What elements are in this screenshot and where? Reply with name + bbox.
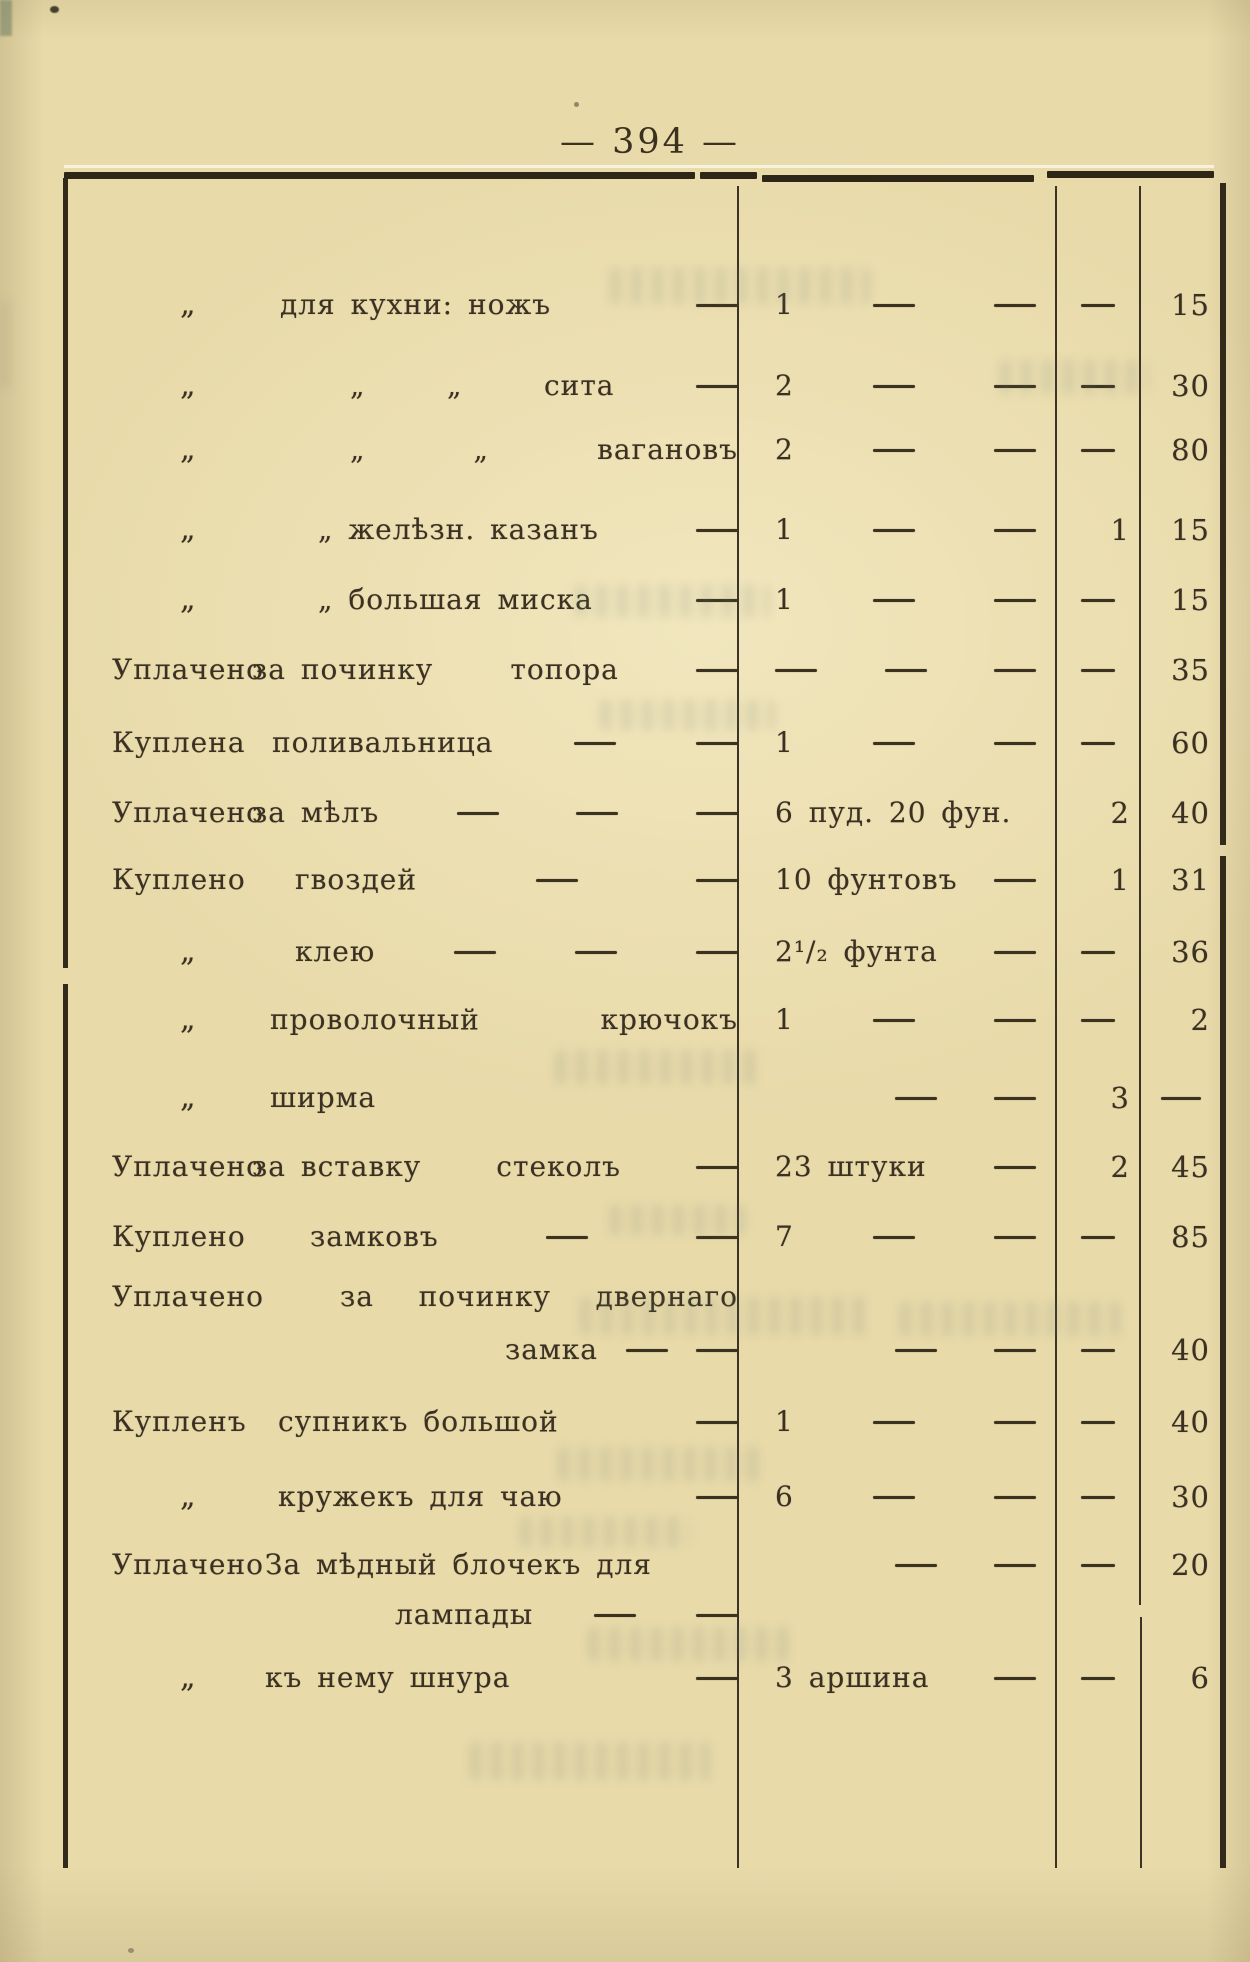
rubles-cell [1058, 721, 1138, 765]
filler-dash [1081, 742, 1115, 745]
top-rule-segment [1047, 171, 1214, 178]
kopecks-column-rule [1140, 1617, 1142, 1868]
quantity-text: 7 [775, 1220, 794, 1253]
bleed-through-mark [575, 585, 770, 617]
filler-dash [895, 1097, 937, 1100]
kopecks-value: 15 [1171, 583, 1210, 617]
description-cell [250, 1656, 738, 1700]
filler-dash [696, 529, 738, 532]
filler-dash [994, 1097, 1036, 1100]
filler-dash [994, 1236, 1036, 1239]
filler-dash [1161, 1097, 1201, 1100]
filler-dash [696, 385, 738, 388]
kopecks-cell [1142, 1215, 1220, 1259]
corner-mark [0, 0, 12, 36]
description-text: „ [350, 433, 366, 466]
rubles-cell [1058, 1076, 1138, 1120]
description-text: замка [505, 1333, 598, 1366]
filler-dash [994, 1677, 1036, 1680]
filler-dash [576, 812, 618, 815]
filler-dash [873, 1019, 915, 1022]
filler-dash [873, 742, 915, 745]
filler-dash [696, 1421, 738, 1424]
filler-dash [994, 449, 1036, 452]
table-left-border [63, 178, 68, 968]
filler-dash [873, 385, 915, 388]
kopecks-value: 2 [1190, 1003, 1210, 1037]
description-cell [250, 930, 738, 974]
filler-dash [536, 879, 578, 882]
description-text: проволочный [270, 1003, 480, 1036]
quantity-text: 10 фунтовъ [775, 863, 958, 896]
table-left-border [63, 984, 68, 1868]
ditto-mark: „ [180, 934, 197, 969]
rubles-cell [1058, 508, 1138, 552]
filler-dash [696, 1236, 738, 1239]
description-cell [250, 791, 738, 835]
description-text: „ [446, 369, 463, 402]
description-text: для кухни: ножъ [280, 288, 552, 321]
filler-dash [626, 1349, 668, 1352]
rubles-value: 1 [1110, 863, 1130, 897]
filler-dash [1081, 951, 1115, 954]
quantity-cell [745, 648, 1056, 692]
ditto-mark: „ [180, 1002, 197, 1037]
kopecks-value: 60 [1171, 726, 1210, 760]
description-text: „ большая миска [318, 583, 593, 616]
top-rule-segment [64, 172, 695, 179]
filler-dash [1081, 1236, 1115, 1239]
filler-dash [575, 951, 617, 954]
ditto-mark: „ [180, 368, 197, 403]
filler-dash [594, 1614, 636, 1617]
quantity-cell [745, 1145, 1056, 1189]
kopecks-value: 35 [1171, 653, 1210, 687]
kopecks-value: 45 [1171, 1150, 1210, 1184]
description-text: за вставку [252, 1150, 422, 1183]
kopecks-value: 30 [1171, 369, 1210, 403]
filler-dash [454, 951, 496, 954]
filler-dash [873, 529, 915, 532]
bleed-through-mark [0, 300, 20, 390]
entry-action-cell: Уплачено [112, 1150, 264, 1183]
quantity-cell [745, 508, 1056, 552]
description-text: топора [510, 653, 619, 686]
description-text: починку [418, 1280, 551, 1313]
rubles-value: 1 [1110, 513, 1130, 547]
quantity-cell [745, 791, 1056, 835]
filler-dash [696, 742, 738, 745]
description-cell [250, 1400, 738, 1444]
rubles-cell [1058, 998, 1138, 1042]
kopecks-value: 36 [1171, 935, 1210, 969]
description-cell [250, 364, 738, 408]
filler-dash [994, 1166, 1036, 1169]
filler-dash [994, 529, 1036, 532]
kopecks-value: 85 [1171, 1220, 1210, 1254]
filler-dash [696, 1614, 738, 1617]
filler-dash [994, 951, 1036, 954]
quantity-cell [745, 1543, 1056, 1587]
ditto-mark: „ [180, 1660, 197, 1695]
kopecks-cell [1142, 283, 1220, 327]
kopecks-cell [1142, 858, 1220, 902]
filler-dash [1081, 449, 1115, 452]
description-text: „ [350, 369, 366, 402]
filler-dash [895, 1564, 937, 1567]
ink-speck [50, 6, 59, 13]
kopecks-cell [1142, 930, 1220, 974]
bleed-through-mark [555, 1050, 760, 1084]
kopecks-value: 40 [1171, 1333, 1210, 1367]
description-cell [250, 1543, 738, 1587]
filler-dash [1081, 304, 1115, 307]
filler-dash [696, 1496, 738, 1499]
description-cell [250, 858, 738, 902]
bleed-through-mark [580, 1297, 870, 1335]
filler-dash [696, 1349, 738, 1352]
kopecks-cell [1142, 1076, 1220, 1120]
page-number: — 394 — [560, 122, 741, 162]
quantity-text: 1 [775, 583, 794, 616]
description-text: замковъ [310, 1220, 439, 1253]
description-cell [250, 998, 738, 1042]
kopecks-value: 30 [1171, 1480, 1210, 1514]
entry-action-cell: Уплачено [112, 796, 264, 829]
quantity-cell [745, 930, 1056, 974]
kopecks-cell [1142, 1543, 1220, 1587]
kopecks-cell [1142, 791, 1220, 835]
bleed-through-mark [600, 700, 775, 730]
filler-dash [873, 1236, 915, 1239]
filler-dash [1081, 1677, 1115, 1680]
rubles-cell [1058, 1215, 1138, 1259]
quantity-cell [745, 858, 1056, 902]
filler-dash [895, 1349, 937, 1352]
quantity-text: 1 [775, 513, 794, 546]
kopecks-cell [1142, 578, 1220, 622]
filler-dash [873, 1496, 915, 1499]
quantity-cell [745, 1400, 1056, 1444]
bleed-through-mark [610, 268, 870, 304]
filler-dash [994, 1421, 1036, 1424]
filler-dash [885, 669, 927, 672]
rubles-cell [1058, 930, 1138, 974]
kopecks-cell [1142, 1656, 1220, 1700]
description-cell [250, 1475, 738, 1519]
entry-action-cell: Уплачено [112, 1548, 264, 1581]
description-text: супникъ большой [278, 1405, 559, 1438]
bleed-through-mark [588, 1627, 798, 1661]
entry-action-cell: Уплачено [112, 653, 264, 686]
quantity-cell [745, 1475, 1056, 1519]
filler-dash [873, 599, 915, 602]
kopecks-value: 15 [1171, 513, 1210, 547]
description-cell [250, 648, 738, 692]
quantity-cell [745, 578, 1056, 622]
quantity-cell [745, 998, 1056, 1042]
filler-dash [696, 669, 738, 672]
description-text: клею [295, 935, 376, 968]
bleed-through-mark [900, 1302, 1120, 1336]
description-cell [250, 428, 738, 472]
kopecks-cell [1142, 1475, 1220, 1519]
kopecks-cell [1142, 721, 1220, 765]
filler-dash [994, 669, 1036, 672]
description-text: поливальница [272, 726, 494, 759]
filler-dash [1081, 1564, 1115, 1567]
quantity-text: 2 [775, 369, 794, 402]
rubles-cell [1058, 858, 1138, 902]
description-text: вагановъ [597, 433, 738, 466]
quantity-text: 1 [775, 726, 794, 759]
description-text: за мѣлъ [252, 796, 380, 829]
description-text: крючокъ [600, 1003, 738, 1036]
kopecks-value: 40 [1171, 1405, 1210, 1439]
quantity-cell [745, 721, 1056, 765]
bleed-through-mark [1000, 360, 1150, 394]
top-rule-segment [700, 172, 757, 179]
filler-dash [994, 1349, 1036, 1352]
ditto-mark: „ [180, 287, 197, 322]
description-text: За мѣдный блочекъ для [265, 1548, 652, 1581]
description-text: ширма [270, 1081, 377, 1114]
description-text: сита [543, 369, 615, 402]
table-right-border [1220, 856, 1226, 1868]
rubles-cell [1058, 1400, 1138, 1444]
quantity-cell [745, 1656, 1056, 1700]
kopecks-cell [1142, 1145, 1220, 1189]
table-right-border [1220, 183, 1226, 845]
quantity-text: 2 [775, 433, 794, 466]
quantity-cell [745, 1076, 1056, 1120]
kopecks-value: 6 [1190, 1661, 1210, 1695]
filler-dash [696, 1166, 738, 1169]
description-text: за [340, 1280, 374, 1313]
filler-dash [873, 304, 915, 307]
filler-dash [696, 951, 738, 954]
filler-dash [994, 1496, 1036, 1499]
ditto-mark: „ [180, 432, 197, 467]
filler-dash [994, 879, 1036, 882]
description-cell [250, 1145, 738, 1189]
bleed-through-mark [558, 1447, 768, 1481]
rubles-cell [1058, 1475, 1138, 1519]
description-text: „ [473, 433, 490, 466]
description-text: гвоздей [295, 863, 418, 896]
rubles-cell [1058, 791, 1138, 835]
filler-dash [696, 879, 738, 882]
filler-dash [1081, 1019, 1115, 1022]
kopecks-cell [1142, 428, 1220, 472]
ditto-mark: „ [180, 582, 197, 617]
description-text: „ желѣзн. казанъ [318, 513, 599, 546]
kopecks-column-rule [1139, 186, 1141, 1605]
kopecks-cell [1142, 364, 1220, 408]
kopecks-cell [1142, 998, 1220, 1042]
top-rule-segment [762, 175, 1034, 182]
quantity-text: 6 [775, 1480, 794, 1513]
rubles-cell [1058, 578, 1138, 622]
entry-action-cell: Куплено [112, 863, 246, 896]
description-text: двернаго [595, 1280, 738, 1313]
quantity-text: 1 [775, 288, 794, 321]
rubles-value: 2 [1110, 1150, 1130, 1184]
rubles-cell [1058, 283, 1138, 327]
filler-dash [1081, 599, 1115, 602]
filler-dash [546, 1236, 588, 1239]
description-text: кружекъ для чаю [278, 1480, 563, 1513]
filler-dash [574, 742, 616, 745]
entry-action-cell: Куплена [112, 726, 246, 759]
description-text: стеколъ [496, 1150, 621, 1183]
rubles-cell [1058, 1543, 1138, 1587]
ditto-mark: „ [180, 1080, 197, 1115]
filler-dash [1081, 669, 1115, 672]
quantity-cell [745, 428, 1056, 472]
filler-dash [994, 599, 1036, 602]
description-cell [250, 508, 738, 552]
filler-dash [696, 812, 738, 815]
quantity-text: 1 [775, 1003, 794, 1036]
filler-dash [873, 449, 915, 452]
rubles-cell [1058, 1656, 1138, 1700]
bleed-through-mark [520, 1517, 690, 1547]
kopecks-value: 40 [1171, 796, 1210, 830]
entry-action-cell: Куплено [112, 1220, 246, 1253]
kopecks-value: 31 [1171, 863, 1210, 897]
filler-dash [1081, 1421, 1115, 1424]
filler-dash [775, 669, 817, 672]
entry-action-cell: Купленъ [112, 1405, 247, 1438]
rubles-value: 2 [1110, 796, 1130, 830]
kopecks-value: 20 [1171, 1548, 1210, 1582]
ditto-mark: „ [180, 512, 197, 547]
filler-dash [873, 1421, 915, 1424]
kopecks-value: 15 [1171, 288, 1210, 322]
filler-dash [1081, 1496, 1115, 1499]
quantity-text: 23 штуки [775, 1150, 927, 1183]
filler-dash [994, 304, 1036, 307]
kopecks-cell [1142, 508, 1220, 552]
filler-dash [1081, 1349, 1115, 1352]
ink-speck [128, 1948, 134, 1953]
filler-dash [696, 1677, 738, 1680]
filler-dash [994, 1564, 1036, 1567]
rubles-cell [1058, 428, 1138, 472]
top-rule-highlight [64, 165, 1214, 168]
filler-dash [994, 1019, 1036, 1022]
kopecks-cell [1142, 1328, 1220, 1372]
description-text: лампады [395, 1598, 534, 1631]
quantity-cell [745, 1215, 1056, 1259]
kopecks-cell [1142, 648, 1220, 692]
ink-speck [574, 102, 579, 107]
description-text: за починку [252, 653, 434, 686]
ditto-mark: „ [180, 1479, 197, 1514]
bleed-through-mark [610, 1205, 745, 1235]
entry-action-cell: Уплачено [112, 1280, 264, 1313]
bleed-through-mark [470, 1742, 710, 1780]
kopecks-value: 80 [1171, 433, 1210, 467]
quantity-text: 6 пуд. 20 фун. [775, 796, 1012, 829]
quantity-text: 1 [775, 1405, 794, 1438]
rubles-value: 3 [1110, 1081, 1130, 1115]
quantity-text: 3 аршина [775, 1661, 930, 1694]
filler-dash [994, 742, 1036, 745]
description-text: къ нему шнура [265, 1661, 511, 1694]
quantity-text: 2¹/₂ фунта [775, 935, 938, 968]
rubles-cell [1058, 1145, 1138, 1189]
filler-dash [457, 812, 499, 815]
rubles-cell [1058, 648, 1138, 692]
kopecks-cell [1142, 1400, 1220, 1444]
